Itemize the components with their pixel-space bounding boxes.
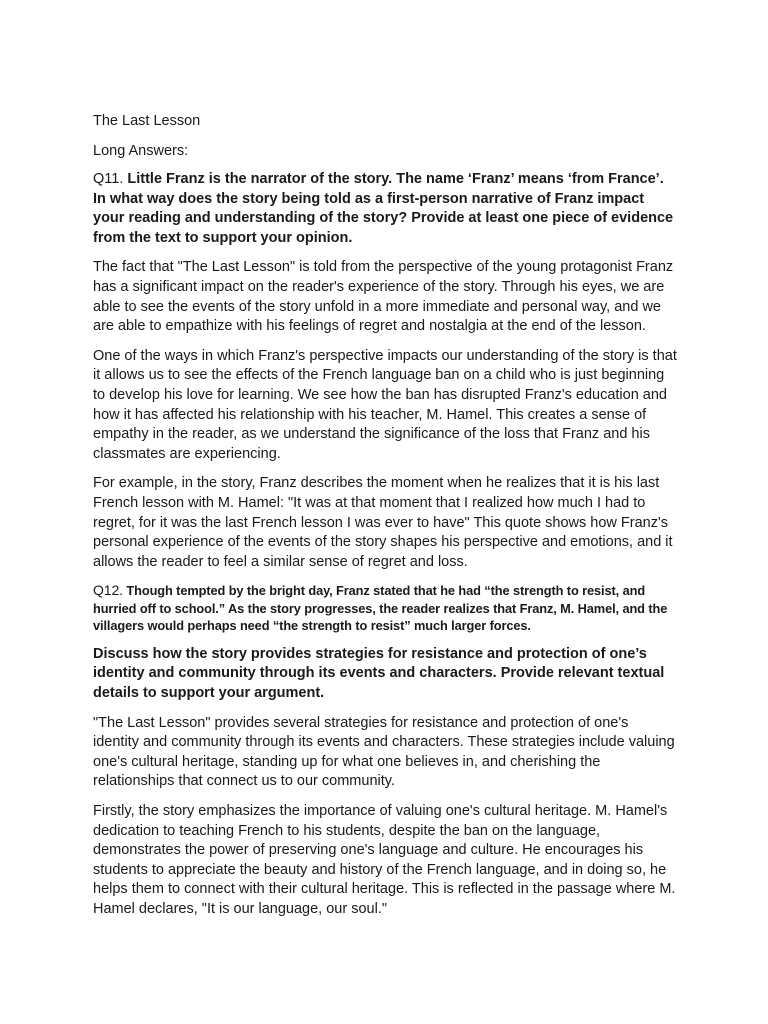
document-subtitle: Long Answers: [93, 143, 189, 159]
answer-12-paragraph-2: Firstly, the story emphasizes the importance of valuing one's cultural heritage. M. Hamel's dedication to teaching French to his students, despite the ban on the language, demonstrates the power of preserving one's language and culture. He encourages his students to appreciate the beauty and history of the French language, and in doing so, he helps them to connect with their cultural heritage. This is reflected in the passage where M. Hamel declares, "It is our language, our soul." [93, 802, 676, 917]
question-12-number: Q12. [93, 582, 123, 599]
answer-12-paragraph-1: "The Last Lesson" provides several strategies for resistance and protection of one's identity and community through its events and characters. These strategies include valuing one's cultural heritage, standing up for what one believes in, and cherishing the relationships that connect us to our community. [93, 714, 675, 790]
answer-11-paragraph-2: One of the ways in which Franz's perspective impacts our understanding of the story is that it allows us to see the effects of the French language ban on a child who is just beginning to develop his love for learning. We see how the ban has disrupted Franz's education and how it has affected his relationship with his teacher, M. Hamel. This creates a sense of empathy in the reader, as we understand the significance of the loss that Franz and his classmates are experiencing. [93, 347, 677, 462]
document-title: The Last Lesson [93, 113, 201, 129]
answer-11-paragraph-1: The fact that "The Last Lesson" is told from the perspective of the young protagonist Franz has a significant impact on the reader's experience of the story. Through his eyes, we are able to see the events of the story unfold in a more immediate and personal way, and we are able to empathize with his feelings of regret and nostalgia at the end of the lesson. [93, 259, 674, 335]
document-page [93, 112, 678, 930]
question-12-text: Though tempted by the bright day, Franz stated that he had “the strength to resist, and hurried off to school.” As the story progresses, the reader realizes that Franz, M. Hamel, and the villagers would perhaps need “the strength to resist” much larger forces. [93, 583, 668, 634]
answer-11-paragraph-3: For example, in the story, Franz describes the moment when he realizes that it is his last French lesson with M. Hamel: "It was at that moment that I realized how much I had to regret, for it was the last French lesson I was ever to have" This quote shows how Franz's personal experience of the events of the story shapes his perspective and emotions, and it allows the reader to feel a similar sense of regret and loss. [93, 475, 673, 570]
question-11 [93, 170, 678, 248]
question-11-number: Q11. [93, 171, 124, 187]
question-12 [93, 582, 678, 635]
question-12-prompt: Discuss how the story provides strategies for resistance and protection of one’s identity and community through its events and characters. Provide relevant textual details to support your argument. [93, 645, 665, 701]
question-11-text: Little Franz is the narrator of the story. The name ‘Franz’ means ‘from France’. In what way does the story being told as a first-person narrative of Franz impact your reading and understanding of the story? Provide at least one piece of evidence from the text to support your opinion. [93, 171, 674, 246]
